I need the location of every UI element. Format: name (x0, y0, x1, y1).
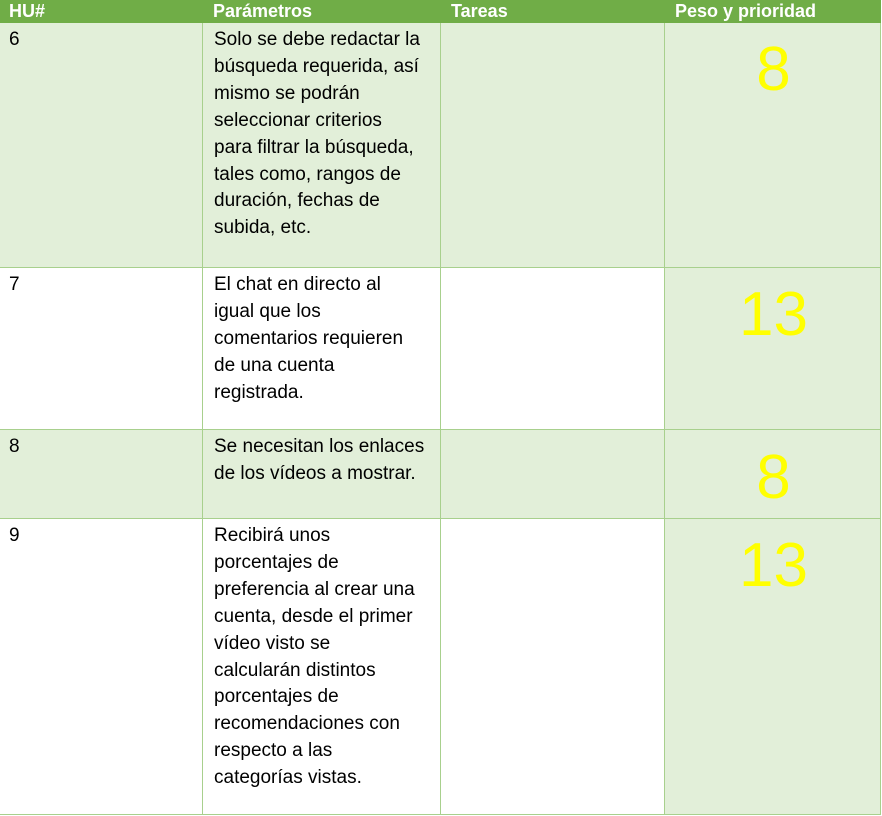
parametros-line: recomendaciones con (214, 713, 400, 735)
peso-cell (664, 23, 881, 267)
table-row (0, 430, 881, 519)
hu-cell (0, 23, 202, 267)
table-row (0, 268, 881, 430)
parametros-cell (202, 519, 440, 814)
table-header-row (0, 0, 881, 23)
parametros-line: preferencia al crear una (214, 578, 415, 600)
parametros-text (214, 523, 436, 792)
parametros-line: categorías vistas. (214, 767, 362, 789)
parametros-line: mismo se podrán (214, 82, 360, 104)
peso-cell (664, 430, 881, 518)
parametros-line: búsqueda requerida, así (214, 55, 419, 77)
parametros-line: Se necesitan los enlaces (214, 436, 425, 457)
parametros-text (214, 272, 436, 407)
hu-number: 8 (9, 436, 20, 457)
peso-value: 8 (756, 443, 791, 512)
parametros-line: registrada. (214, 381, 304, 403)
peso-cell (664, 519, 881, 814)
hu-cell (0, 430, 202, 518)
header-peso-prioridad: Peso y prioridad (675, 1, 817, 21)
peso-value: 13 (739, 280, 808, 349)
header-hu: HU# (9, 1, 46, 21)
table-row (0, 23, 881, 268)
peso-cell (664, 268, 881, 429)
tareas-cell (440, 23, 664, 267)
parametros-line: de una cuenta (214, 354, 335, 376)
parametros-line: porcentajes de (214, 686, 339, 708)
parametros-line: vídeo visto se (214, 632, 331, 654)
parametros-line: Recibirá unos (214, 525, 331, 546)
parametros-line: porcentajes de (214, 551, 339, 573)
table-right-border (880, 23, 881, 815)
parametros-line: comentarios requieren (214, 327, 404, 349)
parametros-line: El chat en directo al (214, 274, 381, 295)
hu-cell (0, 268, 202, 429)
tareas-cell (440, 268, 664, 429)
tareas-cell (440, 430, 664, 518)
parametros-line: cuenta, desde el primer (214, 605, 413, 627)
peso-value: 13 (739, 531, 808, 600)
parametros-line: de los vídeos a mostrar. (214, 462, 416, 484)
header-parametros: Parámetros (213, 1, 313, 21)
parametros-line: para filtrar la búsqueda, (214, 136, 414, 158)
hu-number: 6 (9, 29, 20, 50)
parametros-text (214, 434, 436, 488)
parametros-line: tales como, rangos de (214, 163, 401, 185)
parametros-line: subida, etc. (214, 217, 312, 239)
parametros-line: duración, fechas de (214, 190, 380, 212)
parametros-cell (202, 268, 440, 429)
parametros-line: igual que los (214, 300, 321, 322)
parametros-cell (202, 23, 440, 267)
parametros-text (214, 27, 436, 242)
hu-cell (0, 519, 202, 814)
parametros-line: Solo se debe redactar la (214, 29, 420, 50)
peso-value: 8 (756, 35, 791, 104)
table-row (0, 519, 881, 815)
tareas-cell (440, 519, 664, 814)
parametros-cell (202, 430, 440, 518)
hu-number: 9 (9, 525, 20, 546)
parametros-line: calcularán distintos (214, 659, 376, 681)
parametros-line: respecto a las (214, 740, 333, 762)
header-tareas: Tareas (451, 1, 508, 21)
hu-number: 7 (9, 274, 20, 295)
parametros-line: seleccionar criterios (214, 109, 382, 131)
